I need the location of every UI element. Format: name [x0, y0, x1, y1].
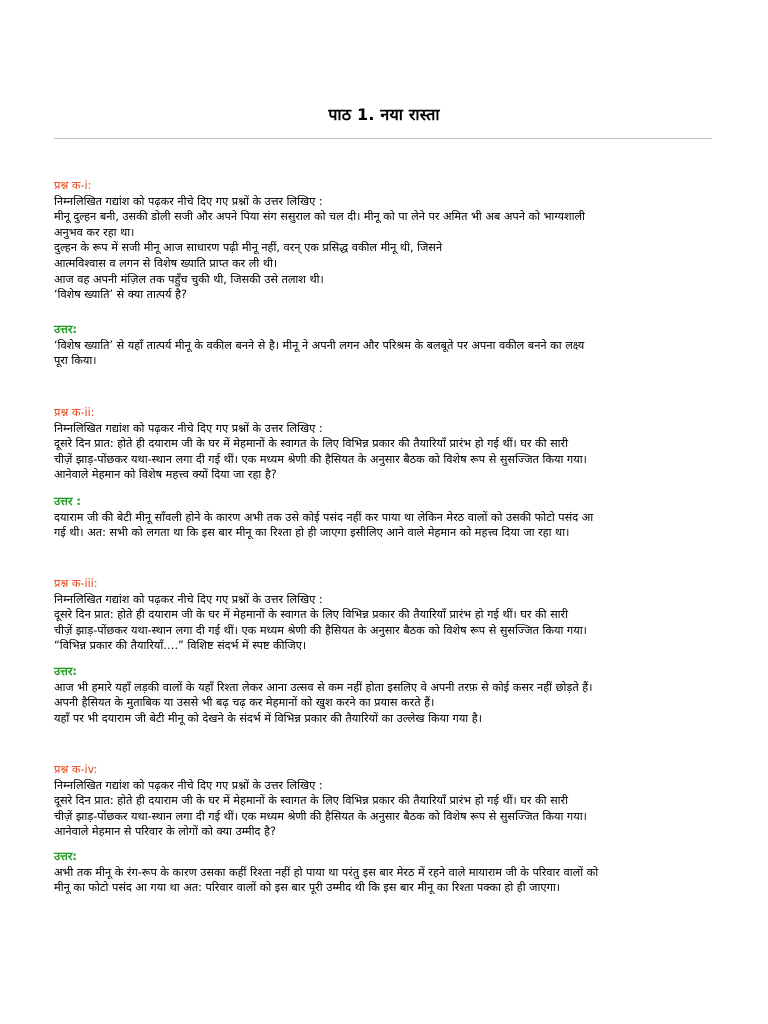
question-label: प्रश्न क-i: — [54, 179, 92, 192]
question-section-1 — [54, 178, 716, 303]
page-title: पाठ 1. नया रास्ता — [328, 105, 440, 124]
answer-text: आज भी हमारे यहाँ लड़की वालों के यहाँ रिश्ता लेकर आना उत्सव से कम नहीं होता इसलिए वे अपनी तरफ़ से कोई कसर नहीं छोड़ते हैं। — [54, 680, 593, 694]
passage-text: आज वह अपनी मंज़िल तक पहुँच चुकी थी, जिसकी उसे तलाश थी। — [54, 272, 324, 286]
question-text: निम्नलिखित गद्यांश को पढ़कर नीचे दिए गए प्रश्नों के उत्तर लिखिए : — [54, 778, 323, 792]
question-section-3 — [54, 576, 716, 654]
question-prompt: आनेवाले मेहमान को विशेष महत्त्व क्यों दिया जा रहा है? — [54, 468, 277, 482]
answer-section-4 — [54, 849, 716, 896]
question-prompt: आनेवाले मेहमान से परिवार के लोगों को क्या उम्मीद है? — [54, 825, 276, 839]
question-text: निम्नलिखित गद्यांश को पढ़कर नीचे दिए गए प्रश्नों के उत्तर लिखिए : — [54, 194, 323, 208]
answer-text: यहाँ पर भी दयाराम जी बेटी मीनू को देखने के संदर्भ में विभिन्न प्रकार की तैयारियों का उल्लेख किया गया है। — [54, 711, 482, 725]
answer-section-3 — [54, 664, 716, 726]
question-prompt: “विभिन्न प्रकार की तैयारियाँ….” विशिष्ट संदर्भ में स्पष्ट कीजिए। — [54, 639, 307, 653]
question-section-4 — [54, 762, 716, 840]
question-text: निम्नलिखित गद्यांश को पढ़कर नीचे दिए गए प्रश्नों के उत्तर लिखिए : — [54, 592, 323, 606]
answer-text: गई थी। अत: सभी को लगता था कि इस बार मीनू का रिश्ता हो ही जाएगा इसीलिए आने वाले मेहमान को महत्त्व दिया जा रहा था। — [54, 526, 570, 540]
answer-label: उत्तर: — [54, 323, 77, 336]
question-prompt: ‘विशेष ख्याति’ से क्या तात्पर्य है? — [54, 288, 187, 302]
answer-label: उत्तर: — [54, 665, 77, 678]
answer-text: पूरा किया। — [54, 354, 97, 368]
answer-text: ‘विशेष ख्याति’ से यहाँ तात्पर्य मीनू के वकील बनने से है। मीनू ने अपनी लगन और परिश्रम के बलबूते पर अपना वकील बनने का लक्ष्य — [54, 338, 585, 352]
question-label: प्रश्न क-iii: — [54, 577, 98, 590]
passage-text: दूसरे दिन प्रात: होते ही दयाराम जी के घर में मेहमानों के स्वागत के लिए विभिन्न प्रकार की तैयारियाँ प्रारंभ हो गई थीं। घर की सारी — [54, 437, 569, 451]
passage-text: दूसरे दिन प्रात: होते ही दयाराम जी के घर में मेहमानों के स्वागत के लिए विभिन्न प्रकार की तैयारियाँ प्रारंभ हो गई थीं। घर की सारी — [54, 794, 569, 808]
passage-text: मीनू दुल्हन बनी, उसकी डोली सजी और अपने पिया संग ससुराल को चल दी। मीनू को पा लेने पर अमित भी अब अपने को भाग्यशाली — [54, 210, 585, 224]
passage-text: अनुभव कर रहा था। — [54, 225, 135, 239]
question-label: प्रश्न क-iv: — [54, 763, 98, 776]
question-text: निम्नलिखित गद्यांश को पढ़कर नीचे दिए गए प्रश्नों के उत्तर लिखिए : — [54, 421, 323, 435]
passage-text: दुल्हन के रूप में सजी मीनू आज साधारण पढ़ी मीनू नहीं, वरन् एक प्रसिद्ध वकील मीनू थी, जिसने — [54, 241, 443, 255]
answer-label: उत्तर: — [54, 850, 77, 863]
question-label: प्रश्न क-ii: — [54, 406, 95, 419]
answer-section-1 — [54, 322, 716, 369]
answer-text: मीनू का फोटो पसंद आ गया था अत: परिवार वालों को इस बार पूरी उम्मीद थी कि इस बार मीनू का रिश्ता पक्का हो ही जाएगा। — [54, 881, 561, 895]
answer-section-2 — [54, 494, 716, 541]
passage-text: आत्मविश्वास व लगन से विशेष ख्याति प्राप्त कर ली थी। — [54, 256, 278, 270]
title-divider — [54, 138, 712, 139]
answer-text: दयाराम जी की बेटी मीनू साँवली होने के कारण अभी तक उसे कोई पसंद नहीं कर पाया था लेकिन मेरठ वालों को उसकी फोटो पसंद आ — [54, 510, 594, 524]
passage-text: चीज़ें झाड़-पोंछकर यथा-स्थान लगा दी गई थीं। एक मध्यम श्रेणी की हैसियत के अनुसार बैठक को विशेष रूप से सुसज्जित किया गया। — [54, 623, 587, 637]
passage-text: चीज़ें झाड़-पोंछकर यथा-स्थान लगा दी गई थीं। एक मध्यम श्रेणी की हैसियत के अनुसार बैठक को विशेष रूप से सुसज्जित किया गया। — [54, 809, 587, 823]
answer-label: उत्तर : — [54, 495, 81, 508]
question-section-2 — [54, 405, 716, 483]
passage-text: दूसरे दिन प्रात: होते ही दयाराम जी के घर में मेहमानों के स्वागत के लिए विभिन्न प्रकार की तैयारियाँ प्रारंभ हो गई थीं। घर की सारी — [54, 608, 569, 622]
answer-text: अभी तक मीनू के रंग-रूप के कारण उसका कहीं रिश्ता नहीं हो पाया था परंतु इस बार मेरठ में रहने वाले मायाराम जी के परिवार वालों को — [54, 865, 599, 879]
passage-text: चीज़ें झाड़-पोंछकर यथा-स्थान लगा दी गई थीं। एक मध्यम श्रेणी की हैसियत के अनुसार बैठक को विशेष रूप से सुसज्जित किया गया। — [54, 452, 587, 466]
answer-text: अपनी हैसियत के मुताबिक या उससे भी बढ़ चढ़ कर मेहमानों को खुश करने का प्रयास करते हैं। — [54, 696, 435, 710]
